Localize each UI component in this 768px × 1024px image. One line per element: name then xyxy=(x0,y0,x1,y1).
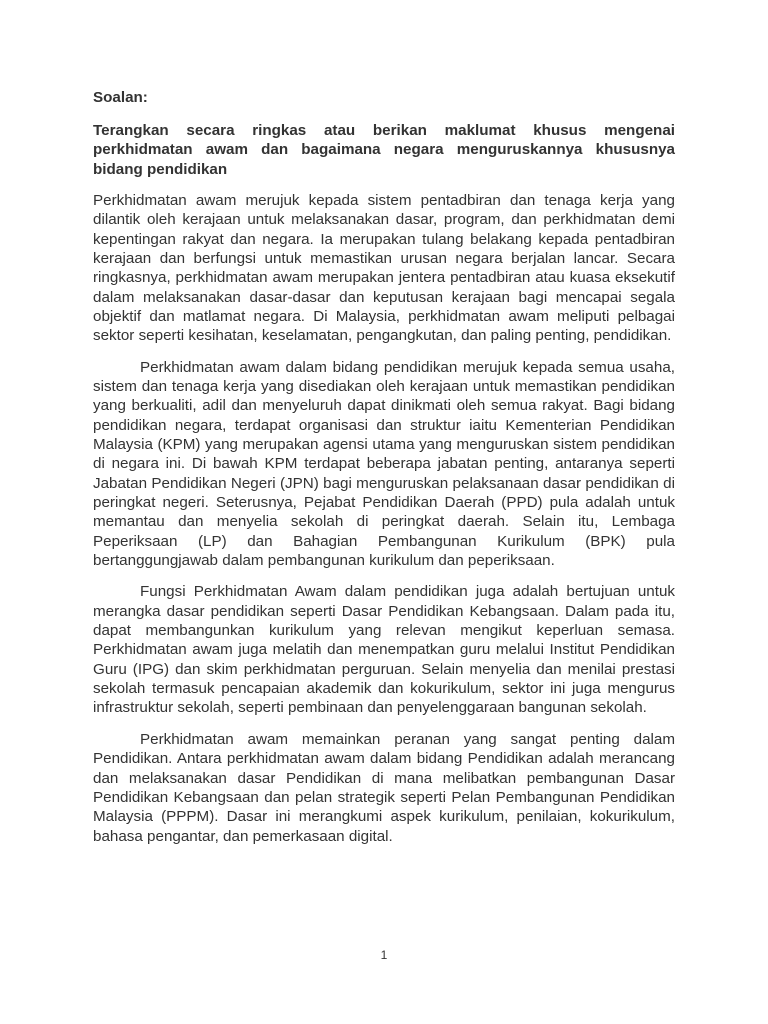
question-label: Soalan: xyxy=(93,89,148,106)
paragraph-3: Fungsi Perkhidmatan Awam dalam pendidikan juga adalah bertujuan untuk merangka dasar pendidikan seperti Dasar Pendidikan Kebangsaan. Dalam pada itu, dapat membangunkan kurikulum yang relevan mengikut keperluan semasa. Perkhidmatan awam juga melatih dan menempatkan guru melalui Institut Pendidikan Guru (IPG) dan skim perkhidmatan perguruan. Selain menyelia dan menilai prestasi sekolah termasuk pencapaian akademik dan kokurikulum, sektor ini juga mengurus infrastruktur sekolah, seperti pembinaan dan penyelenggaraan bangunan sekolah. xyxy=(93,583,675,717)
paragraph-1: Perkhidmatan awam merujuk kepada sistem pentadbiran dan tenaga kerja yang dilantik oleh kerajaan untuk melaksanakan dasar, program, dan perkhidmatan demi kepentingan rakyat dan negara. Ia merupakan tulang belakang kepada pentadbiran kerajaan dan berfungsi untuk memastikan urusan negara berjalan lancar. Secara ringkasnya, perkhidmatan awam merupakan jentera pentadbiran atau kuasa eksekutif dalam melaksanakan dasar-dasar dan keputusan kerajaan bagi mencapai segala objektif dan matlamat negara. Di Malaysia, perkhidmatan awam meliputi pelbagai sektor seperti kesihatan, keselamatan, pengangkutan, dan paling penting, pendidikan. xyxy=(93,191,675,345)
page-number: 1 xyxy=(380,948,388,962)
document-page xyxy=(93,88,675,858)
paragraph-4: Perkhidmatan awam memainkan peranan yang sangat penting dalam Pendidikan. Antara perkhidmatan awam dalam bidang Pendidikan adalah merancang dan melaksanakan dasar Pendidikan di mana melibatkan pembangunan Dasar Pendidikan Kebangsaan dan pelan strategik seperti Pelan Pembangunan Pendidikan Malaysia (PPPM). Dasar ini merangkumi aspek kurikulum, penilaian, kokurikulum, bahasa pengantar, dan pemerkasaan digital. xyxy=(93,730,675,845)
paragraph-2: Perkhidmatan awam dalam bidang pendidikan merujuk kepada semua usaha, sistem dan tenaga kerja yang disediakan oleh kerajaan untuk memastikan pendidikan yang berkualiti, adil dan menyeluruh dapat dinikmati oleh semua rakyat. Bagi bidang pendidikan negara, terdapat organisasi dan struktur iaitu Kementerian Pendidikan Malaysia (KPM) yang merupakan agensi utama yang menguruskan sistem pendidikan di negara ini. Di bawah KPM terdapat beberapa jabatan penting, antaranya seperti Jabatan Pendidikan Negeri (JPN) bagi menguruskan pelaksanaan dasar pendidikan di peringkat negeri. Seterusnya, Pejabat Pendidikan Daerah (PPD) pula adalah untuk memantau dan menyelia sekolah di peringkat daerah. Selain itu, Lembaga Peperiksaan (LP) dan Bahagian Pembangunan Kurikulum (BPK) pula bertanggungjawab dalam pembangunan kurikulum dan peperiksaan. xyxy=(93,358,675,570)
question-text: Terangkan secara ringkas atau berikan maklumat khusus mengenai perkhidmatan awam dan bagaimana negara menguruskannya khususnya bidang pendidikan xyxy=(93,122,675,178)
